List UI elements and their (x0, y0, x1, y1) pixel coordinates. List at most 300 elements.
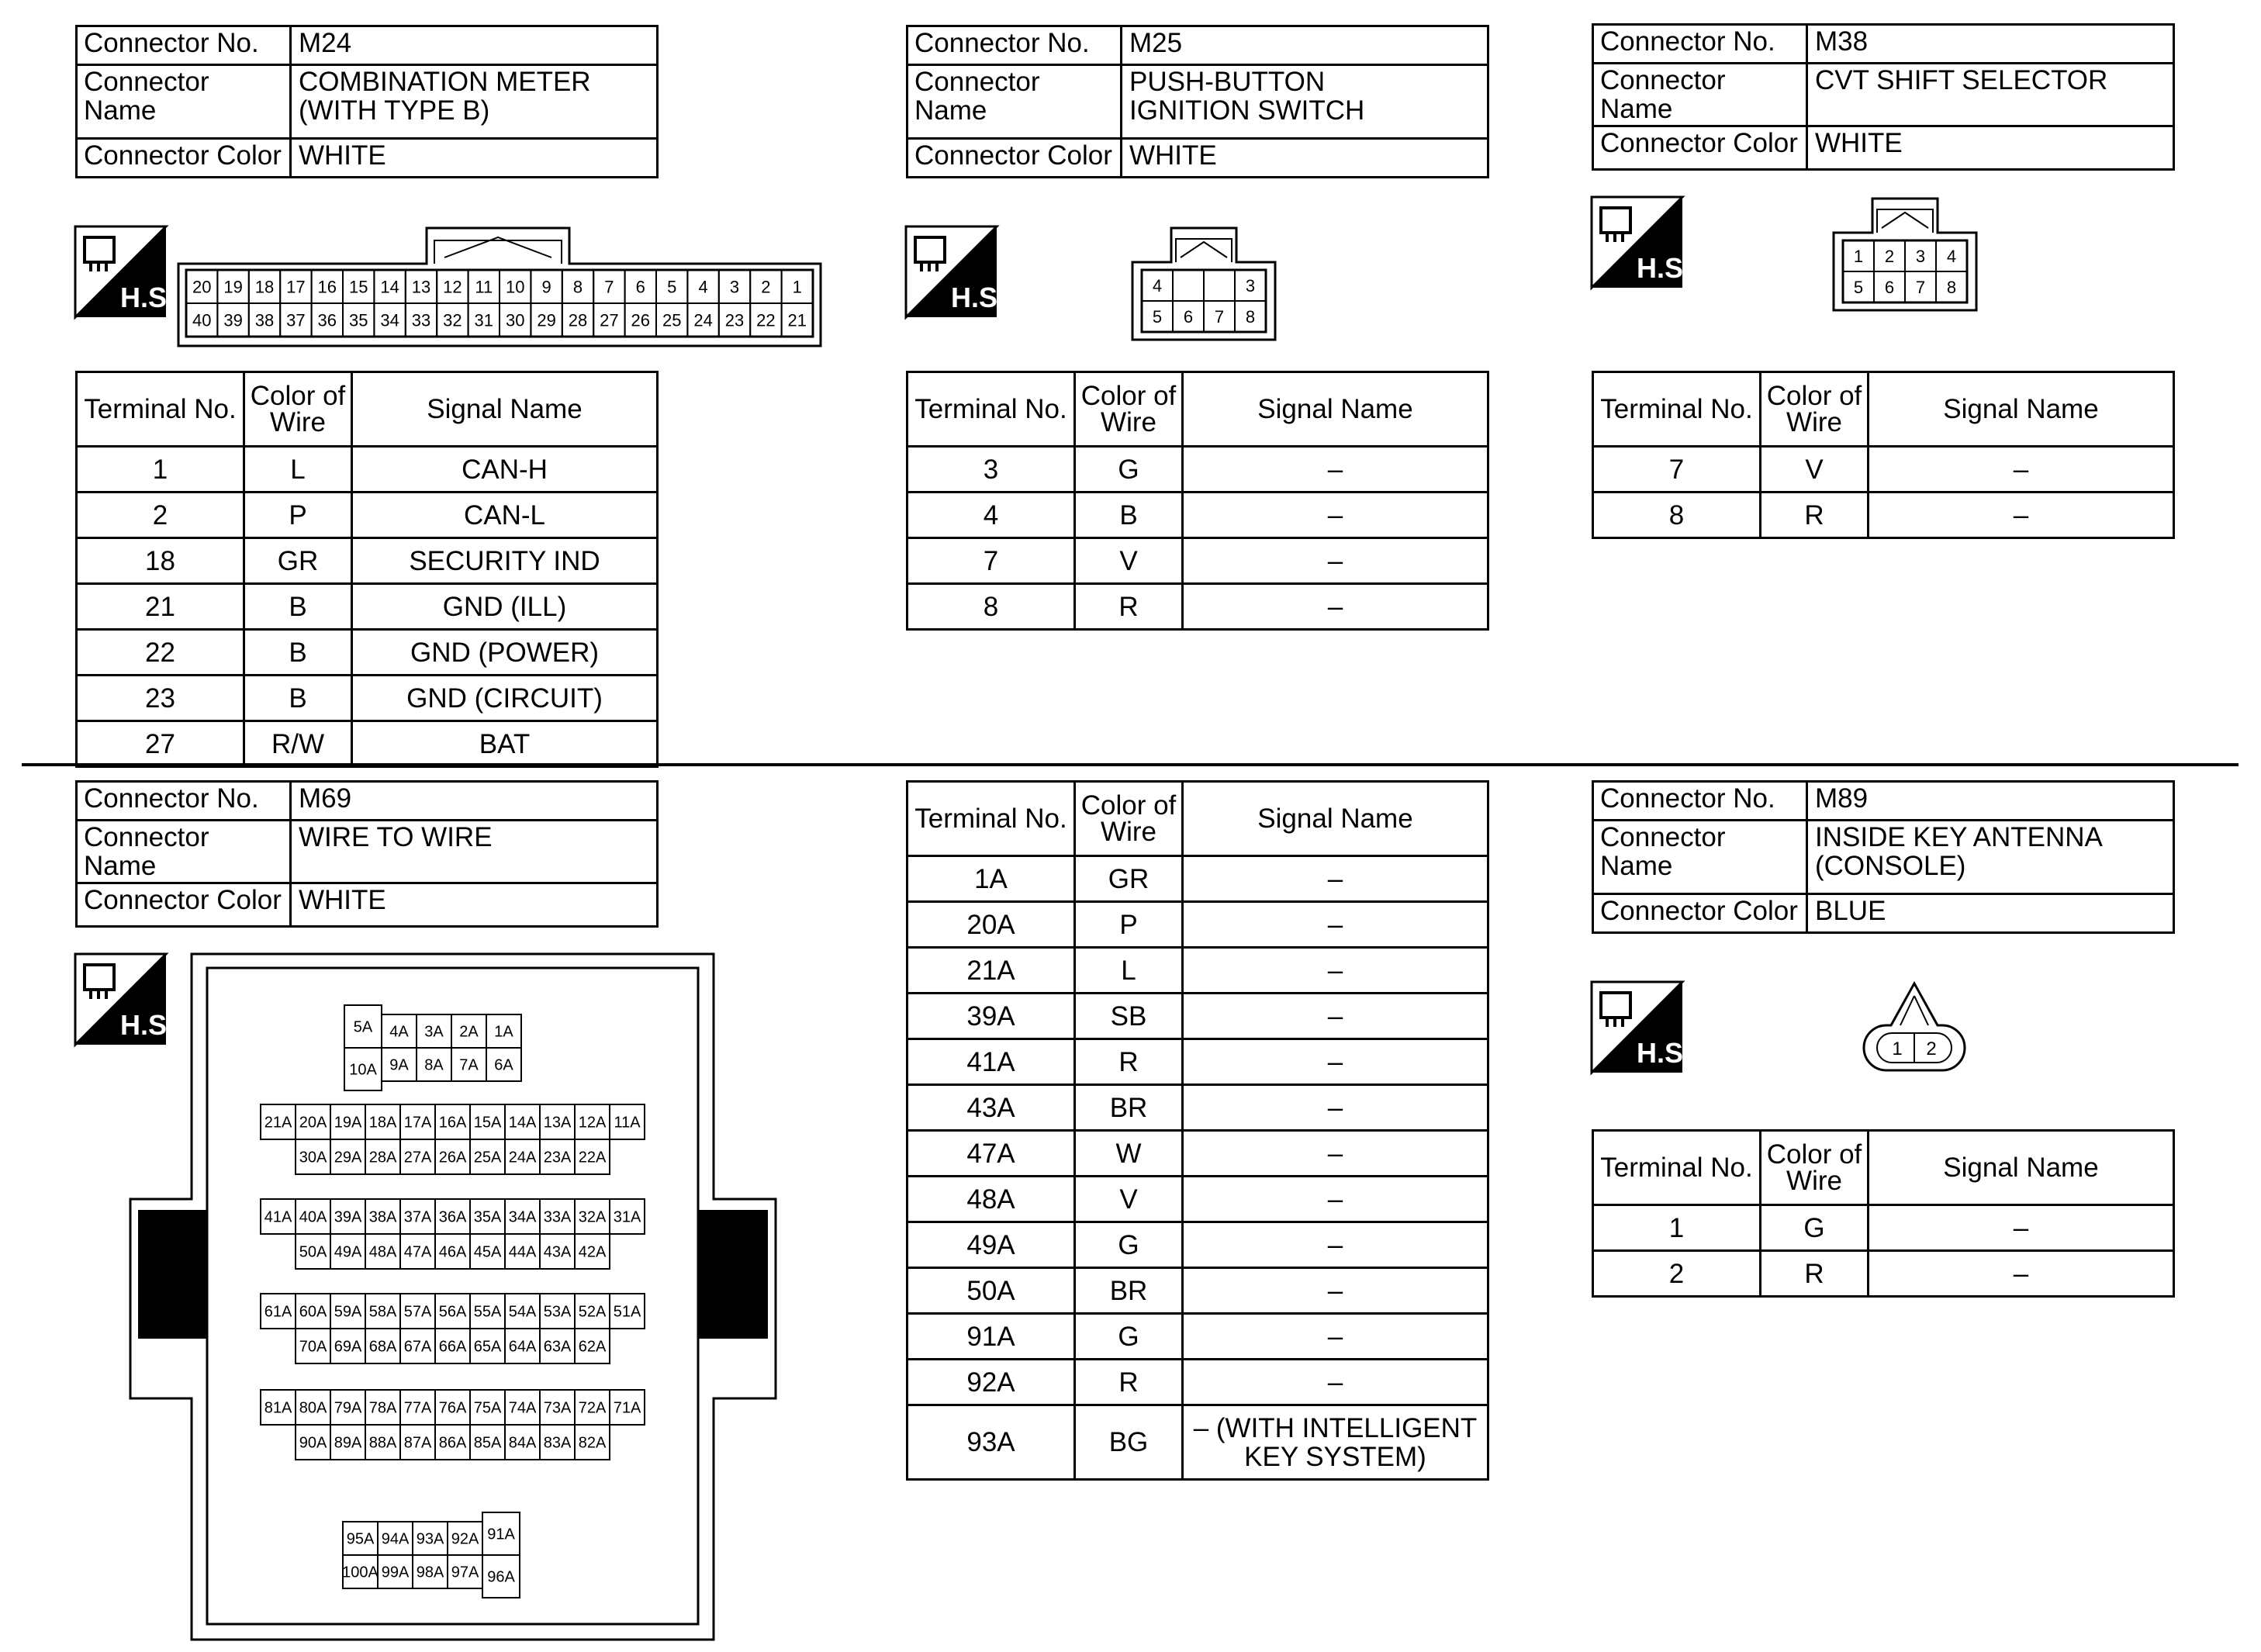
pin-label: 18 (254, 277, 275, 297)
terminal-table-m38 (1592, 371, 2175, 539)
table-row (908, 902, 1488, 948)
pin-label: 23A (543, 1149, 572, 1166)
wire-color-cell: B (244, 584, 352, 630)
pin-label: 67A (403, 1338, 432, 1356)
pin-label: 63A (543, 1338, 572, 1356)
pin-label: 5 (667, 277, 677, 297)
table-row (77, 492, 658, 538)
table-row (77, 721, 658, 767)
connector-name-label: Connector Name (908, 65, 1122, 139)
pin-label: 2A (459, 1023, 479, 1041)
wire-color-cell: R (1075, 1360, 1183, 1405)
connector-face-m24 (177, 226, 822, 349)
signal-name-header: Signal Name (1869, 372, 2174, 447)
signal-name-cell: – (1183, 1131, 1488, 1177)
connector-color-value: WHITE (291, 139, 658, 178)
pin-cavity (1173, 270, 1204, 301)
table-row (908, 948, 1488, 994)
pin-label: 28 (568, 310, 588, 330)
terminal-no-cell: 1 (1593, 1205, 1761, 1251)
signal-name-cell: – (1183, 1222, 1488, 1268)
pin-label: 28A (368, 1149, 397, 1166)
pin-label: 84A (508, 1434, 537, 1452)
terminal-no-cell: 2 (1593, 1251, 1761, 1297)
terminal-no-cell: 7 (908, 538, 1075, 584)
pin-label: 99A (381, 1564, 410, 1581)
pin-label: 22 (756, 310, 776, 330)
connector-face-m69 (124, 952, 783, 1643)
pin-label: 32 (443, 310, 462, 330)
pin-label: 35A (473, 1208, 502, 1226)
pin-label: 36A (438, 1208, 467, 1226)
svg-text:H.S.: H.S. (120, 1009, 175, 1041)
wire-color-cell: BR (1075, 1268, 1183, 1314)
pin-label: 94A (381, 1530, 410, 1548)
table-row (1593, 1251, 2174, 1297)
connector-name-value: PUSH-BUTTON IGNITION SWITCH (1122, 65, 1488, 139)
connector-no-label: Connector No. (77, 26, 291, 65)
wire-color-cell: B (244, 676, 352, 721)
signal-name-cell: – (1183, 948, 1488, 994)
pin-label: 21A (264, 1114, 292, 1132)
pin-label: 60A (299, 1303, 327, 1321)
pin-label: 30 (505, 310, 525, 330)
pin-label: 1 (792, 277, 802, 297)
pin-label: 4A (389, 1023, 409, 1041)
pin-label: 18A (368, 1114, 397, 1132)
terminal-table-m89 (1592, 1129, 2175, 1298)
pin-label: 92A (451, 1530, 479, 1548)
wire-color-cell: BR (1075, 1085, 1183, 1131)
connector-color-value: WHITE (291, 883, 658, 927)
connector-no-label: Connector No. (77, 782, 291, 821)
connector-name-label: Connector Name (77, 821, 291, 883)
terminal-no-cell: 27 (77, 721, 244, 767)
terminal-no-cell: 7 (1593, 447, 1761, 492)
wire-color-cell: V (1075, 538, 1183, 584)
pin-label: 6 (1884, 277, 1895, 297)
pin-label: 93A (416, 1530, 444, 1548)
pin-label: 41A (264, 1208, 292, 1226)
signal-name-cell: – (1183, 1360, 1488, 1405)
table-row (908, 538, 1488, 584)
signal-name-cell: CAN-L (352, 492, 658, 538)
pin-label: 89A (334, 1434, 362, 1452)
pin-label: 5 (1853, 277, 1864, 297)
signal-name-cell: – (1869, 1205, 2174, 1251)
pin-label: 46A (438, 1243, 467, 1261)
pin-label: 2 (1926, 1039, 1937, 1059)
terminal-no-cell: 3 (908, 447, 1075, 492)
pin-label: 26A (438, 1149, 467, 1166)
pin-label: 20A (299, 1114, 327, 1132)
table-row (77, 584, 658, 630)
terminal-no-cell: 1 (77, 447, 244, 492)
wire-color-cell: V (1761, 447, 1869, 492)
pin-label: 91A (487, 1526, 515, 1543)
table-row (908, 584, 1488, 630)
pin-label: 42A (578, 1243, 607, 1261)
pin-label: 1A (494, 1023, 513, 1041)
pin-label: 34 (380, 310, 399, 330)
pin-label: 11A (614, 1114, 641, 1132)
connector-color-value: WHITE (1807, 126, 2174, 170)
pin-label: 29A (334, 1149, 362, 1166)
signal-name-cell: – (1869, 1251, 2174, 1297)
wire-color-cell: G (1075, 447, 1183, 492)
terminal-no-cell: 91A (908, 1314, 1075, 1360)
terminal-no-cell: 41A (908, 1039, 1075, 1085)
pin-label: 12 (443, 277, 462, 297)
pin-label: 5A (353, 1018, 373, 1036)
pin-label: 16A (438, 1114, 467, 1132)
terminal-no-cell: 8 (908, 584, 1075, 630)
pin-label: 33 (411, 310, 431, 330)
pin-label: 23 (724, 310, 745, 330)
table-row (908, 1314, 1488, 1360)
pin-label: 45A (473, 1243, 502, 1261)
table-row (908, 1222, 1488, 1268)
pin-label: 7 (1915, 277, 1926, 297)
pin-label: 19 (223, 277, 243, 297)
connector-color-label: Connector Color (1593, 126, 1807, 170)
pin-label: 48A (368, 1243, 397, 1261)
terminal-no-cell: 47A (908, 1131, 1075, 1177)
pin-label: 37A (403, 1208, 432, 1226)
signal-name-cell: – (1183, 1314, 1488, 1360)
pin-label: 2 (761, 277, 771, 297)
terminal-no-cell: 4 (908, 492, 1075, 538)
pin-label: 8 (1946, 277, 1957, 297)
pin-cavity (1204, 270, 1235, 301)
connector-no-label: Connector No. (908, 26, 1122, 65)
pin-label: 73A (543, 1399, 572, 1417)
pin-label: 39 (223, 310, 243, 330)
table-row (908, 492, 1488, 538)
pin-label: 12A (578, 1114, 607, 1132)
pin-label: 13A (543, 1114, 572, 1132)
table-row (908, 1405, 1488, 1480)
terminal-no-cell: 1A (908, 856, 1075, 902)
pin-label: 30A (299, 1149, 327, 1166)
connector-color-label: Connector Color (908, 139, 1122, 178)
pin-label: 5 (1152, 306, 1163, 327)
section-divider (22, 763, 2239, 766)
pin-label: 71A (613, 1399, 641, 1417)
table-row (908, 1177, 1488, 1222)
pin-label: 55A (473, 1303, 502, 1321)
signal-name-cell: CAN-H (352, 447, 658, 492)
pin-label: 1 (1892, 1039, 1903, 1059)
connector-color-label: Connector Color (77, 883, 291, 927)
pin-label: 37 (286, 310, 306, 330)
table-row (908, 1131, 1488, 1177)
pin-label: 76A (438, 1399, 467, 1417)
pin-label: 70A (299, 1338, 327, 1356)
signal-name-cell: – (1183, 902, 1488, 948)
pin-label: 2 (1884, 246, 1895, 266)
svg-text:H.S.: H.S. (951, 282, 1006, 313)
pin-label: 25 (662, 310, 682, 330)
pin-label: 4 (698, 277, 708, 297)
terminal-no-cell: 22 (77, 630, 244, 676)
table-row (908, 1268, 1488, 1314)
signal-name-cell: – (1183, 492, 1488, 538)
terminal-no-cell: 18 (77, 538, 244, 584)
connector-no-value: M38 (1807, 25, 2174, 64)
pin-label: 87A (403, 1434, 432, 1452)
pin-label: 9 (541, 277, 551, 297)
pin-label: 75A (473, 1399, 502, 1417)
pin-label: 7 (1214, 306, 1225, 327)
table-row (908, 856, 1488, 902)
table-row (908, 994, 1488, 1039)
pin-label: 78A (368, 1399, 397, 1417)
connector-info-m38 (1592, 23, 2175, 171)
signal-name-cell: – (1183, 1268, 1488, 1314)
wire-color-cell: W (1075, 1131, 1183, 1177)
pin-label: 97A (451, 1564, 479, 1581)
signal-name-cell: GND (CIRCUIT) (352, 676, 658, 721)
pin-label: 31 (474, 310, 494, 330)
terminal-no-cell: 2 (77, 492, 244, 538)
pin-label: 3A (424, 1023, 444, 1041)
wire-color-cell: SB (1075, 994, 1183, 1039)
pin-label: 19A (334, 1114, 362, 1132)
pin-label: 54A (508, 1303, 537, 1321)
wire-color-cell: V (1075, 1177, 1183, 1222)
wire-color-header: Color of Wire (1075, 782, 1183, 856)
pin-label: 59A (334, 1303, 362, 1321)
pin-label: 3 (1915, 246, 1926, 266)
pin-label: 25A (473, 1149, 502, 1166)
pin-label: 3 (1245, 275, 1256, 295)
pin-label: 8A (424, 1056, 444, 1074)
pin-label: 27 (600, 310, 619, 330)
pin-label: 10A (349, 1061, 377, 1079)
connector-name-value: COMBINATION METER (WITH TYPE B) (291, 65, 658, 139)
wire-color-header: Color of Wire (1761, 372, 1869, 447)
pin-label: 40 (192, 310, 212, 330)
pin-label: 38 (254, 310, 275, 330)
pin-label: 6A (494, 1056, 513, 1074)
pin-label: 51A (613, 1303, 641, 1321)
pin-label: 36 (317, 310, 337, 330)
pin-label: 64A (508, 1338, 537, 1356)
svg-text:H.S.: H.S. (120, 282, 175, 313)
pin-label: 10 (505, 277, 525, 297)
connector-color-label: Connector Color (77, 139, 291, 178)
pin-label: 43A (543, 1243, 572, 1261)
wire-color-cell: B (1075, 492, 1183, 538)
pin-label: 27A (403, 1149, 432, 1166)
signal-name-header: Signal Name (1183, 372, 1488, 447)
terminal-table-m24 (75, 371, 659, 768)
pin-label: 7 (604, 277, 614, 297)
terminal-no-cell: 92A (908, 1360, 1075, 1405)
signal-name-cell: – (1869, 492, 2174, 538)
wire-color-cell: L (244, 447, 352, 492)
wire-color-cell: GR (1075, 856, 1183, 902)
connector-face-m38 (1832, 197, 1979, 313)
pin-label: 81A (264, 1399, 292, 1417)
pin-label: 35 (348, 310, 368, 330)
connector-no-value: M69 (291, 782, 658, 821)
signal-name-header: Signal Name (352, 372, 658, 447)
pin-label: 24A (508, 1149, 537, 1166)
pin-label: 34A (508, 1208, 537, 1226)
terminal-no-cell: 49A (908, 1222, 1075, 1268)
pin-label: 4 (1152, 275, 1163, 295)
pin-label: 90A (299, 1434, 327, 1452)
table-row (908, 1085, 1488, 1131)
terminal-table-m69 (906, 780, 1489, 1481)
pin-label: 3 (729, 277, 740, 297)
pin-label: 33A (543, 1208, 572, 1226)
table-row (77, 676, 658, 721)
connector-no-value: M25 (1122, 26, 1488, 65)
pin-label: 32A (578, 1208, 607, 1226)
svg-text:H.S.: H.S. (1637, 252, 1692, 284)
wire-color-cell: R/W (244, 721, 352, 767)
pin-label: 74A (508, 1399, 537, 1417)
table-row (1593, 1205, 2174, 1251)
signal-name-header: Signal Name (1869, 1131, 2174, 1205)
locking-tab-left (138, 1210, 208, 1339)
wire-color-header: Color of Wire (1075, 372, 1183, 447)
pin-label: 8 (572, 277, 583, 297)
wire-color-cell: B (244, 630, 352, 676)
pin-label: 24 (693, 310, 713, 330)
signal-name-cell: GND (ILL) (352, 584, 658, 630)
wire-color-cell: P (1075, 902, 1183, 948)
pin-label: 52A (578, 1303, 607, 1321)
pin-label: 62A (578, 1338, 607, 1356)
pin-label: 15 (348, 277, 368, 297)
connector-name-label: Connector Name (77, 65, 291, 139)
signal-name-cell: SECURITY IND (352, 538, 658, 584)
signal-name-cell: – (1183, 1085, 1488, 1131)
pin-label: 86A (438, 1434, 467, 1452)
table-row (77, 447, 658, 492)
terminal-no-cell: 48A (908, 1177, 1075, 1222)
pin-label: 96A (487, 1568, 515, 1586)
pin-label: 98A (416, 1564, 444, 1581)
terminal-no-cell: 50A (908, 1268, 1075, 1314)
pin-label: 9A (389, 1056, 409, 1074)
pin-label: 49A (334, 1243, 362, 1261)
table-row (908, 447, 1488, 492)
signal-name-cell: BAT (352, 721, 658, 767)
table-row (908, 1360, 1488, 1405)
pin-label: 13 (411, 277, 431, 297)
pin-label: 6 (1183, 306, 1194, 327)
connector-name-label: Connector Name (1593, 821, 1807, 894)
pin-label: 72A (578, 1399, 607, 1417)
pin-label: 4 (1946, 246, 1957, 266)
wire-color-header: Color of Wire (244, 372, 352, 447)
pin-label: 47A (403, 1243, 432, 1261)
terminal-no-header: Terminal No. (908, 372, 1075, 447)
pin-label: 17 (286, 277, 306, 297)
terminal-no-header: Terminal No. (1593, 1131, 1761, 1205)
locking-tab-right (698, 1210, 768, 1339)
pin-label: 65A (473, 1338, 502, 1356)
connector-no-label: Connector No. (1593, 782, 1807, 821)
connector-no-label: Connector No. (1593, 25, 1807, 64)
terminal-no-header: Terminal No. (77, 372, 244, 447)
pin-label: 50A (299, 1243, 327, 1261)
signal-name-cell: – (WITH INTELLIGENT KEY SYSTEM) (1183, 1405, 1488, 1480)
pin-label: 1 (1853, 246, 1864, 266)
pin-label: 68A (368, 1338, 397, 1356)
pin-label: 29 (537, 310, 556, 330)
wire-color-cell: G (1761, 1205, 1869, 1251)
wire-color-cell: P (244, 492, 352, 538)
pin-label: 38A (368, 1208, 397, 1226)
connector-name-value: INSIDE KEY ANTENNA (CONSOLE) (1807, 821, 2174, 894)
pin-label: 6 (635, 277, 645, 297)
pin-label: 26 (631, 310, 651, 330)
signal-name-cell: – (1183, 1039, 1488, 1085)
pin-label: 88A (368, 1434, 397, 1452)
pin-label: 53A (543, 1303, 572, 1321)
table-row (1593, 492, 2174, 538)
pin-label: 57A (403, 1303, 432, 1321)
harness-side-icon (906, 226, 1006, 317)
terminal-no-cell: 39A (908, 994, 1075, 1039)
wire-color-cell: L (1075, 948, 1183, 994)
connector-no-value: M89 (1807, 782, 2174, 821)
wire-color-cell: R (1761, 492, 1869, 538)
pin-label: 21 (787, 310, 807, 330)
signal-name-cell: – (1183, 1177, 1488, 1222)
pin-label: 80A (299, 1399, 327, 1417)
wire-color-cell: G (1075, 1222, 1183, 1268)
signal-name-cell: – (1183, 994, 1488, 1039)
connector-color-value: BLUE (1807, 894, 2174, 933)
pin-label: 11 (475, 277, 493, 297)
connector-face-m89 (1862, 980, 1967, 1075)
table-row (77, 538, 658, 584)
wire-color-cell: BG (1075, 1405, 1183, 1480)
signal-name-cell: – (1869, 447, 2174, 492)
connector-info-m25 (906, 25, 1489, 178)
pin-label: 56A (438, 1303, 467, 1321)
pin-label: 83A (543, 1434, 572, 1452)
connector-face-m25 (1131, 226, 1278, 343)
pin-label: 31A (613, 1208, 641, 1226)
connector-info-m69 (75, 780, 659, 928)
wire-color-cell: R (1761, 1251, 1869, 1297)
terminal-no-cell: 21 (77, 584, 244, 630)
terminal-no-header: Terminal No. (1593, 372, 1761, 447)
pin-label: 61A (264, 1303, 292, 1321)
harness-side-icon (1592, 197, 1692, 288)
pin-label: 8 (1245, 306, 1256, 327)
harness-side-icon (1592, 982, 1692, 1073)
terminal-no-header: Terminal No. (908, 782, 1075, 856)
connector-color-label: Connector Color (1593, 894, 1807, 933)
pin-label: 16 (317, 277, 337, 297)
connector-name-value: WIRE TO WIRE (291, 821, 658, 883)
terminal-no-cell: 8 (1593, 492, 1761, 538)
terminal-no-cell: 43A (908, 1085, 1075, 1131)
signal-name-cell: – (1183, 538, 1488, 584)
signal-name-cell: GND (POWER) (352, 630, 658, 676)
wire-color-header: Color of Wire (1761, 1131, 1869, 1205)
pin-label: 14 (380, 277, 399, 297)
